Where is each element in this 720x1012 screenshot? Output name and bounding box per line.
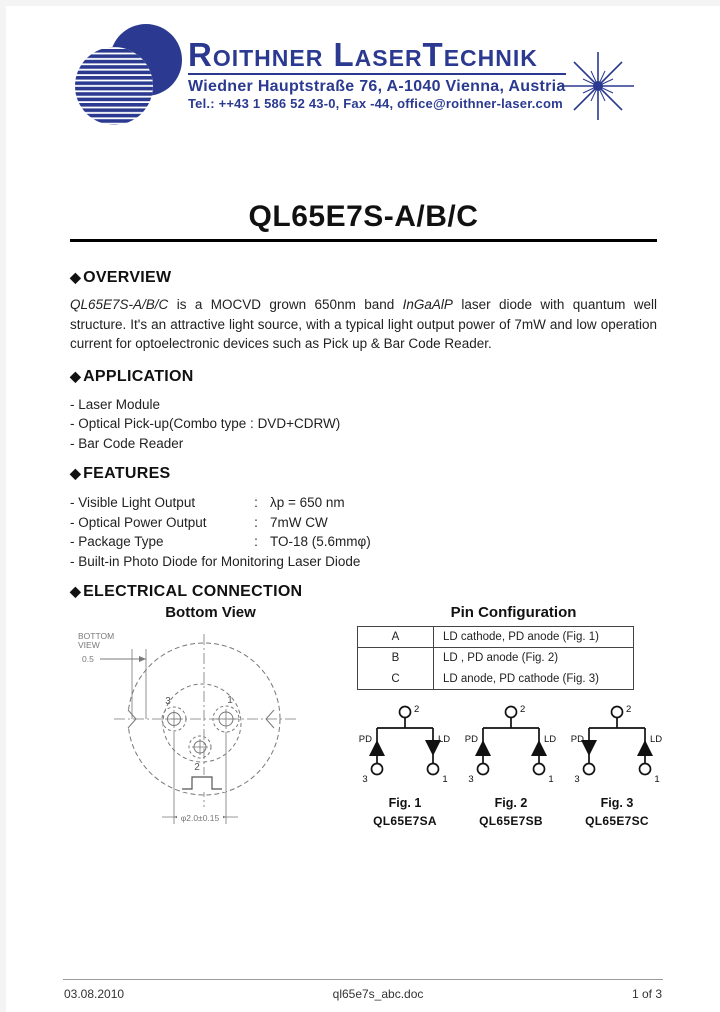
figure-pin-1-label: 1 — [654, 774, 660, 785]
pin-type-cell: B — [358, 648, 434, 669]
feature-label: - Package Type — [70, 534, 164, 549]
feature-separator: : — [254, 534, 258, 549]
laser-starburst-icon — [560, 46, 636, 126]
brand-block — [188, 22, 566, 111]
overview-part-material: InGaAlP — [402, 297, 453, 312]
pin-configuration-table — [357, 626, 634, 690]
feature-label: - Built-in Photo Diode for Monitoring Laser Diode — [70, 553, 361, 569]
features-list — [70, 493, 657, 571]
features-heading-label: FEATURES — [83, 465, 171, 482]
circuit-figure-3 — [569, 703, 665, 828]
electrical-subheadings — [70, 604, 657, 622]
feature-value: 7mW CW — [270, 514, 328, 530]
feature-separator: : — [254, 514, 258, 530]
page-footer — [64, 987, 662, 1001]
diamond-bullet-icon: ◆ — [70, 583, 82, 599]
brand-contact: Tel.: ++43 1 586 52 43-0, Fax -44, office@roithner-laser.com — [188, 96, 563, 111]
figure-part-number: QL65E7SA — [373, 814, 437, 828]
company-header — [74, 22, 657, 128]
list-item: - Optical Pick-up(Combo type : DVD+CDRW) — [70, 416, 341, 431]
list-item: - Laser Module — [70, 396, 161, 412]
footer-rule — [63, 979, 663, 980]
circuit-figure-1 — [357, 703, 453, 828]
feature-label: - Visible Light Output — [70, 495, 196, 510]
figure-pin-2-label: 2 — [626, 704, 632, 715]
diode-circuit-diagram — [463, 703, 559, 787]
feature-value: λp = 650 nm — [270, 495, 345, 510]
pin-1-label: 1 — [227, 695, 233, 706]
diamond-bullet-icon: ◆ — [70, 465, 82, 481]
figure-caption: Fig. 1 — [388, 796, 422, 810]
pin-desc-cell: LD anode, PD cathode (Fig. 3) — [443, 672, 599, 685]
ld-label: LD — [438, 734, 451, 745]
figure-pin-3-label: 3 — [362, 774, 368, 785]
feature-separator: : — [254, 495, 258, 510]
feature-row — [70, 532, 657, 552]
footer-date: 03.08.2010 — [64, 987, 125, 1001]
electrical-heading — [70, 582, 657, 601]
figure-pin-1-label: 1 — [442, 774, 448, 785]
document-title: QL65E7S-A/B/C — [248, 200, 479, 233]
table-row — [358, 669, 634, 690]
pin-2-label: 2 — [194, 762, 200, 773]
figure-caption: Fig. 3 — [600, 796, 634, 810]
brand-address: Wiedner Hauptstraße 76, A-1040 Vienna, Austria — [188, 78, 566, 95]
ld-label: LD — [544, 734, 557, 745]
figure-part-number: QL65E7SB — [479, 814, 543, 828]
title-rule — [70, 239, 657, 242]
feature-row — [70, 552, 657, 572]
diode-circuit-diagram — [569, 703, 665, 787]
pin-3-label: 3 — [165, 696, 171, 707]
table-row — [358, 648, 634, 669]
application-heading-label: APPLICATION — [83, 367, 194, 385]
dimension-top-label: 0.5 — [82, 654, 94, 664]
bottom-view-diagram — [70, 624, 328, 852]
overview-part-2: is a MOCVD grown 650nm band — [168, 297, 403, 312]
pin-desc-cell: LD cathode, PD anode (Fig. 1) — [434, 627, 634, 648]
feature-value: TO-18 (5.6mmφ) — [270, 534, 371, 549]
footer-filename: ql65e7s_abc.doc — [332, 987, 424, 1001]
figure-pin-2-label: 2 — [520, 704, 526, 715]
overview-part-model: QL65E7S-A/B/C — [70, 297, 169, 312]
electrical-heading-label: ELECTRICAL CONNECTION — [83, 583, 303, 600]
pin-type-cell: C — [358, 669, 434, 690]
footer-page-number: 1 of 3 — [631, 987, 662, 1001]
diamond-bullet-icon: ◆ — [70, 269, 82, 285]
figure-pin-3-label: 3 — [574, 774, 580, 785]
circuit-figures — [357, 703, 665, 828]
pd-label: PD — [358, 734, 372, 745]
figure-pin-1-label: 1 — [548, 774, 554, 785]
figure-pin-2-label: 2 — [414, 704, 420, 715]
feature-row — [70, 493, 657, 513]
feature-label: - Optical Power Output — [70, 514, 207, 530]
brand-name: Roithner LaserTechnik — [188, 38, 566, 75]
overview-paragraph — [70, 295, 657, 354]
list-item: - Bar Code Reader — [70, 435, 184, 451]
diode-circuit-diagram — [357, 703, 453, 787]
feature-row — [70, 513, 657, 533]
company-logo-icon — [74, 22, 186, 128]
pin-type-cell: A — [358, 627, 434, 648]
overview-heading-label: OVERVIEW — [83, 269, 172, 286]
application-heading — [70, 367, 657, 386]
features-heading — [70, 464, 657, 483]
pd-label: PD — [570, 734, 584, 745]
circuit-figure-2 — [463, 703, 559, 828]
overview-heading — [70, 268, 657, 287]
ld-label: LD — [650, 734, 663, 745]
pd-label: PD — [464, 734, 478, 745]
diamond-bullet-icon: ◆ — [70, 367, 82, 384]
pin-configuration-title: Pin Configuration — [450, 604, 577, 621]
figure-part-number: QL65E7SC — [585, 814, 649, 828]
figure-pin-3-label: 3 — [468, 774, 474, 785]
application-list — [70, 395, 657, 454]
bottom-view-label-line2: VIEW — [78, 640, 100, 650]
table-row — [358, 627, 634, 648]
dimension-bottom-label: φ2.0±0.15 — [180, 813, 220, 823]
bottom-view-label-line1: BOTTOM — [78, 631, 115, 641]
pin-desc-cell: LD , PD anode (Fig. 2) — [443, 652, 559, 665]
bottom-view-title: Bottom View — [165, 604, 256, 621]
overview-part-4: laser diode with quantum well structure. It's an attractive light source, with a typical light output power of 7mW and low operation current for optoelectronic devices such as Pick up & Bar Code Reader. — [70, 297, 657, 351]
figure-caption: Fig. 2 — [494, 796, 528, 810]
